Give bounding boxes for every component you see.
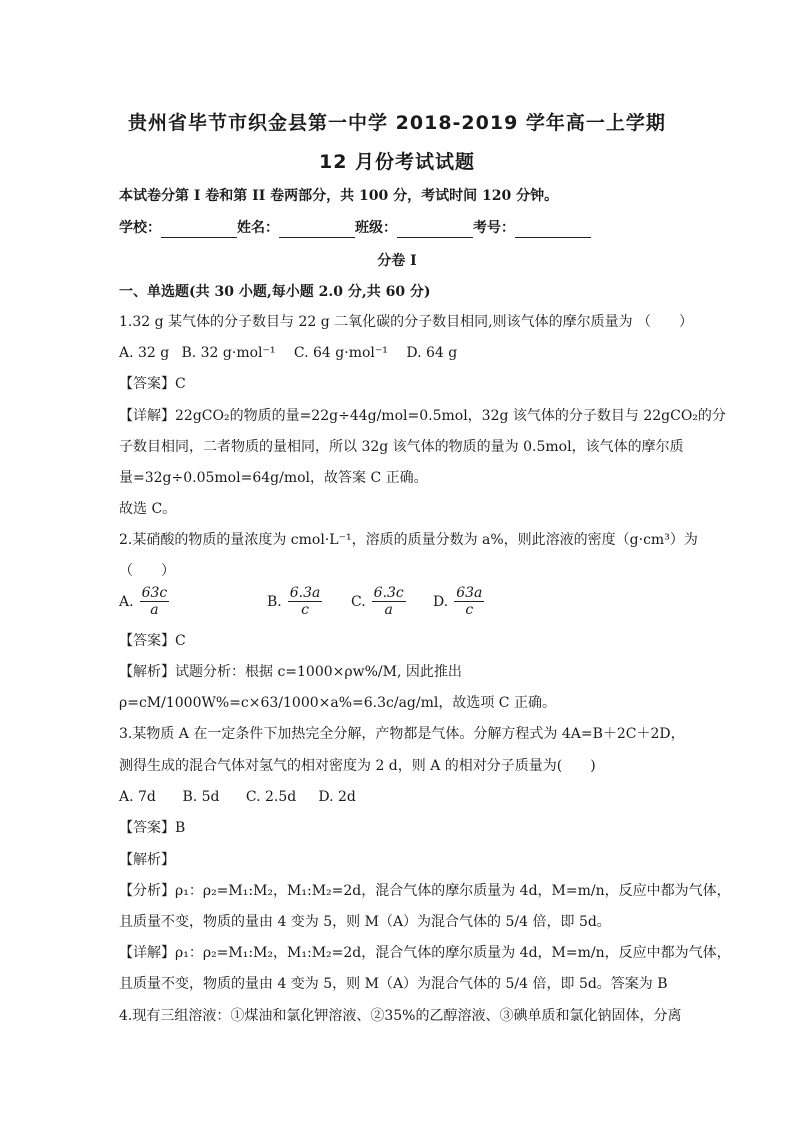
q1-option-a: A. 32 g [119,345,170,361]
q1-answer: 【答案】C [119,376,186,392]
q3-stem-1: 3.某物质 A 在一定条件下加热完全分解，产物都是气体。分解方程式为 4A=B＋2C＋2D， [119,726,685,742]
q1-conclusion: 故选 C。 [119,501,177,517]
student-info-row [119,218,591,238]
q2-option-a-fraction: $\frac{63c}{a}$ [141,585,168,618]
q2-stem-2: （ ） [119,563,175,579]
class-blank[interactable] [397,221,473,238]
q3-option-a: A. 7d [119,789,156,805]
part-heading: 一、单选题(共 30 小题,每小题 2.0 分,共 60 分) [119,284,431,300]
q3-answer: 【答案】B [119,820,186,836]
q1-option-b: B. 32 g·mol⁻¹ [181,345,276,361]
q3-detail-1: 【详解】ρ₁：ρ₂=M₁:M₂，M₁:M₂=2d，混合气体的摩尔质量为 4d，M=m/n，反应中都为气体， [119,945,731,961]
q3-option-c: C. 2.5d [245,789,297,805]
q1-option-c: C. 64 g·mol⁻¹ [293,345,388,361]
exam-intro: 本试卷分第 I 卷和第 II 卷两部分，共 100 分，考试时间 120 分钟。 [119,188,559,204]
q4-stem-1: 4.现有三组溶液：①煤油和氯化钾溶液、②35%的乙醇溶液、③碘单质和氯化钠固体，分离 [119,1008,682,1024]
q2-analysis-2: ρ=cM/1000W%=c×63/1000×a%=6.3c/ag/ml，故选项 C 正确。 [119,695,556,711]
q3-fenxi-1: 【分析】ρ₁：ρ₂=M₁:M₂，M₁:M₂=2d，混合气体的摩尔质量为 4d，M=m/n，反应中都为气体， [119,883,731,899]
q1-options [119,343,457,363]
q2-option-c-fraction: $\frac{6.3c}{a}$ [373,585,404,618]
q1-detail-1: 【详解】22gCO₂的物质的量=22g÷44g/mol=0.5mol，32g 该气体的分子数目与 22gCO₂的分 [119,408,726,424]
school-blank[interactable] [161,221,237,238]
section-heading: 分卷 I [377,253,417,269]
number-blank[interactable] [515,221,591,238]
q1-option-d: D. 64 g [406,345,458,361]
title-line-1: 贵州省毕节市织金县第一中学 2018-2019 学年高一上学期 [128,112,666,134]
q3-options [119,787,356,807]
name-blank[interactable] [279,221,355,238]
class-label: 班级： [355,220,397,236]
q3-option-d: D. 2d [318,789,356,805]
school-label: 学校： [119,220,161,236]
q2-option-a: A. $\frac{63c}{a}$ [119,585,168,618]
q1-stem: 1.32 g 某气体的分子数目与 22 g 二氧化碳的分子数目相同,则该气体的摩尔质量为 （ ） [119,314,694,330]
q2-option-d: D. $\frac{63a}{c}$ [433,585,483,618]
q3-analysis-label: 【解析】 [119,852,175,868]
q2-option-b: B. $\frac{6.3a}{c}$ [267,585,321,618]
name-label: 姓名： [237,220,279,236]
q3-fenxi-2: 且质量不变，物质的量由 4 变为 5，则 M（A）为混合气体的 5/4 倍，即 5d。 [119,914,611,930]
q3-stem-2: 测得生成的混合气体对氢气的相对密度为 2 d，则 A 的相对分子质量为( ) [119,758,596,774]
q3-detail-2: 且质量不变，物质的量由 4 变为 5，则 M（A）为混合气体的 5/4 倍，即 5d。答案为 B [119,976,668,992]
q2-answer: 【答案】C [119,633,186,649]
q2-option-b-fraction: $\frac{6.3a}{c}$ [289,585,321,618]
q2-analysis-1: 【解析】试题分析：根据 c=1000×ρw%/M, 因此推出 [119,664,462,680]
q2-option-c: C. $\frac{6.3c}{a}$ [351,585,404,618]
q1-detail-3: 量=32g÷0.05mol=64g/mol，故答案 C 正确。 [119,470,428,486]
title-line-2: 12 月份考试试题 [318,151,476,173]
q2-option-d-fraction: $\frac{63a}{c}$ [456,585,483,618]
q2-stem-1: 2.某硝酸的物质的量浓度为 cmol·L⁻¹，溶质的质量分数为 a%，则此溶液的密度（g·cm³）为 [119,532,698,548]
number-label: 考号： [473,220,515,236]
q1-detail-2: 子数目相同，二者物质的量相同，所以 32g 该气体的物质的量为 0.5mol，该气体的摩尔质 [119,439,684,455]
q3-option-b: B. 5d [182,789,220,805]
